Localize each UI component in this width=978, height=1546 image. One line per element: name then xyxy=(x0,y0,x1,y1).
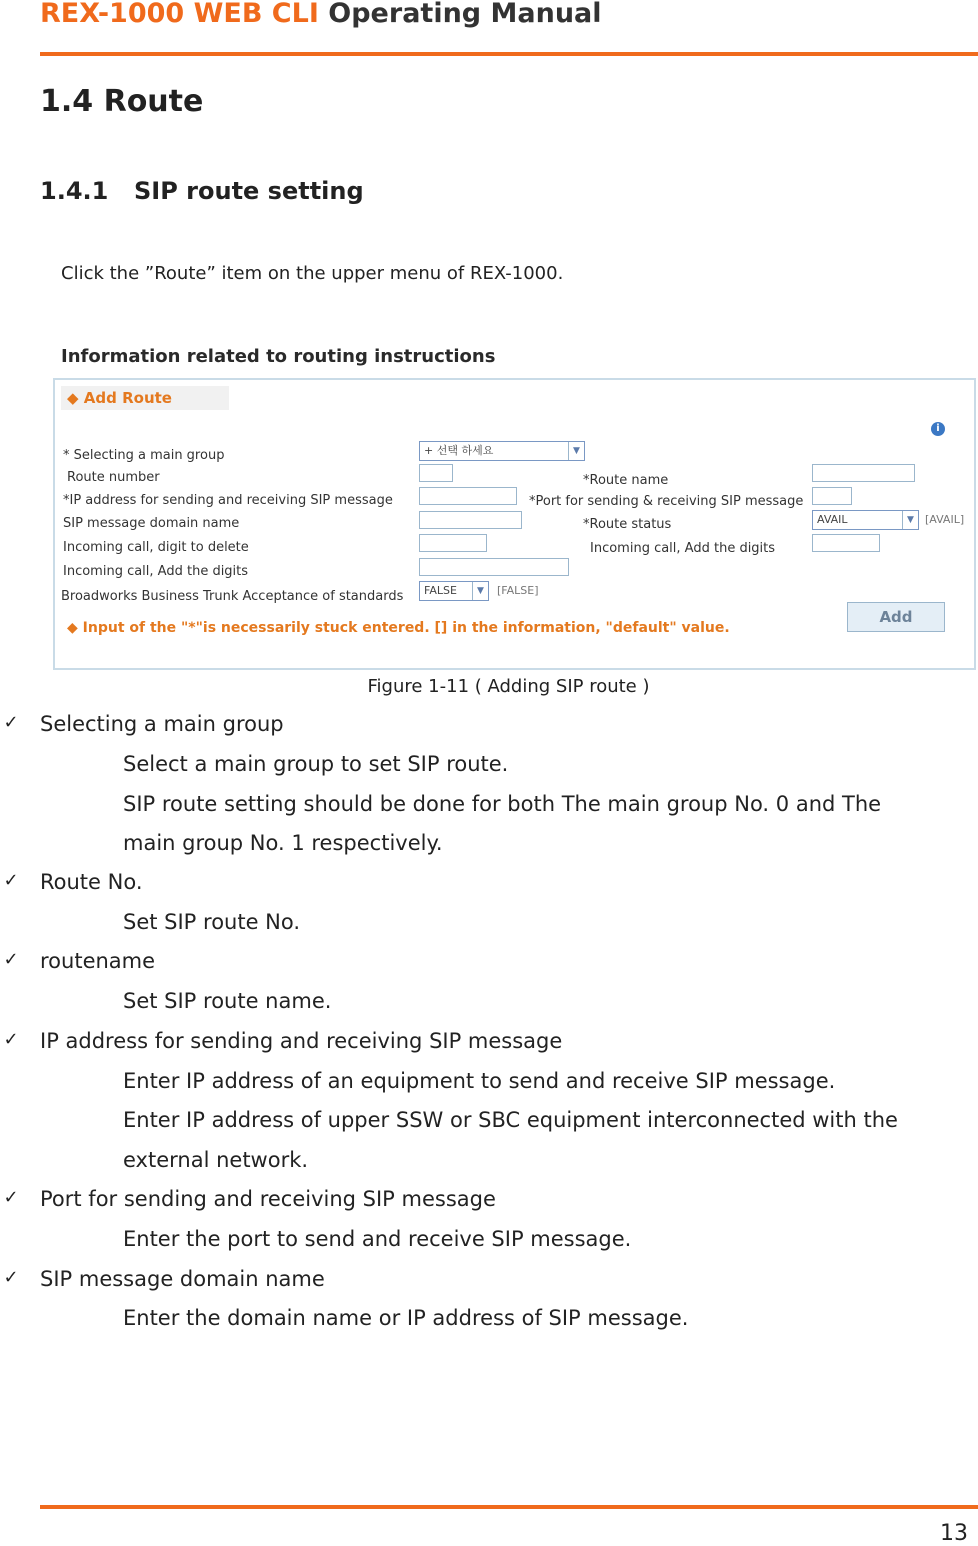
bullet-desc: external network. xyxy=(123,1148,309,1172)
check-icon: ✓ xyxy=(3,949,19,970)
subsection-text: SIP route setting xyxy=(134,177,364,205)
route-status-default: [AVAIL] xyxy=(925,513,965,526)
diamond-icon: ◆ xyxy=(67,389,79,407)
bullet-desc: Enter the domain name or IP address of SIP message. xyxy=(123,1306,689,1330)
header-title-rest: Operating Manual xyxy=(328,0,602,29)
main-group-select[interactable] xyxy=(419,441,585,461)
route-number-input[interactable] xyxy=(419,464,453,482)
required-note xyxy=(67,620,730,636)
chevron-down-icon: ▼ xyxy=(472,582,488,600)
label-add-digits-left: Incoming call, Add the digits xyxy=(63,564,249,579)
bullet-desc: Enter the port to send and receive SIP message. xyxy=(123,1227,632,1251)
broadworks-default: [FALSE] xyxy=(497,584,539,597)
check-icon: ✓ xyxy=(3,1029,19,1050)
add-digits-left-input[interactable] xyxy=(419,558,569,576)
figure-add-sip-route xyxy=(43,326,978,671)
bullet-label: Port for sending and receiving SIP message xyxy=(40,1187,496,1211)
bullet-label: Selecting a main group xyxy=(40,712,284,736)
bullet-desc: Set SIP route No. xyxy=(123,910,301,934)
subsection-title xyxy=(40,177,364,205)
bullet-label: IP address for sending and receiving SIP message xyxy=(40,1029,563,1053)
add-button[interactable]: Add xyxy=(847,602,945,632)
figure-panel-title: Information related to routing instructions xyxy=(61,346,496,367)
label-route-name: *Route name xyxy=(583,473,669,488)
bullet-desc: SIP route setting should be done for both The main group No. 0 and The xyxy=(123,792,882,816)
section-title: 1.4 Route xyxy=(40,84,204,119)
bullet-desc: main group No. 1 respectively. xyxy=(123,831,443,855)
route-status-select-value: AVAIL xyxy=(817,513,848,526)
label-domain-name: SIP message domain name xyxy=(63,516,240,531)
check-icon: ✓ xyxy=(3,1187,19,1208)
route-status-select[interactable] xyxy=(812,510,919,530)
label-sip-port: *Port for sending & receiving SIP message xyxy=(529,494,804,509)
chevron-down-icon: ▼ xyxy=(568,442,584,460)
bullet-desc: Enter IP address of upper SSW or SBC equipment interconnected with the xyxy=(123,1108,898,1132)
bullet-label: routename xyxy=(40,949,156,973)
add-route-form xyxy=(53,378,976,670)
digit-delete-input[interactable] xyxy=(419,534,487,552)
bullet-desc: Set SIP route name. xyxy=(123,989,332,1013)
info-icon[interactable]: i xyxy=(931,422,945,436)
broadworks-select[interactable] xyxy=(419,581,489,601)
bullet-label: Route No. xyxy=(40,870,143,894)
header-title-accent: REX-1000 WEB CLI xyxy=(40,0,319,29)
sip-port-input[interactable] xyxy=(812,487,852,505)
label-ip-address: *IP address for sending and receiving SIP message xyxy=(63,493,393,508)
figure-caption: Figure 1-11 ( Adding SIP route ) xyxy=(367,676,650,697)
add-digits-right-input[interactable] xyxy=(812,534,880,552)
intro-text: Click the ”Route” item on the upper menu of REX-1000. xyxy=(61,263,564,284)
diamond-icon: ◆ xyxy=(67,620,78,636)
label-digit-delete: Incoming call, digit to delete xyxy=(63,540,249,555)
broadworks-select-value: FALSE xyxy=(424,584,457,597)
label-route-number: Route number xyxy=(67,470,160,485)
label-add-digits-right: Incoming call, Add the digits xyxy=(590,541,776,556)
label-broadworks: Broadworks Business Trunk Acceptance of standards xyxy=(61,589,404,604)
domain-name-input[interactable] xyxy=(419,511,522,529)
document-header xyxy=(40,0,602,29)
page-number: 13 xyxy=(940,1521,968,1546)
check-icon: ✓ xyxy=(3,712,19,733)
subsection-number: 1.4.1 xyxy=(40,177,109,205)
route-name-input[interactable] xyxy=(812,464,915,482)
label-route-status: *Route status xyxy=(583,517,672,532)
header-rule xyxy=(40,52,978,56)
check-icon: ✓ xyxy=(3,870,19,891)
footer-rule xyxy=(40,1505,978,1509)
required-note-text: Input of the "*"is necessarily stuck entered. [] in the information, "default" value. xyxy=(82,620,730,636)
main-group-select-value: + 선택 하세요 xyxy=(424,444,494,457)
ip-address-input[interactable] xyxy=(419,487,517,505)
add-route-header xyxy=(61,386,229,410)
bullet-desc: Select a main group to set SIP route. xyxy=(123,752,509,776)
label-main-group: * Selecting a main group xyxy=(63,448,225,463)
chevron-down-icon: ▼ xyxy=(902,511,918,529)
check-icon: ✓ xyxy=(3,1267,19,1288)
bullet-desc: Enter IP address of an equipment to send and receive SIP message. xyxy=(123,1069,836,1093)
bullet-label: SIP message domain name xyxy=(40,1267,325,1291)
add-route-title: Add Route xyxy=(83,389,172,407)
